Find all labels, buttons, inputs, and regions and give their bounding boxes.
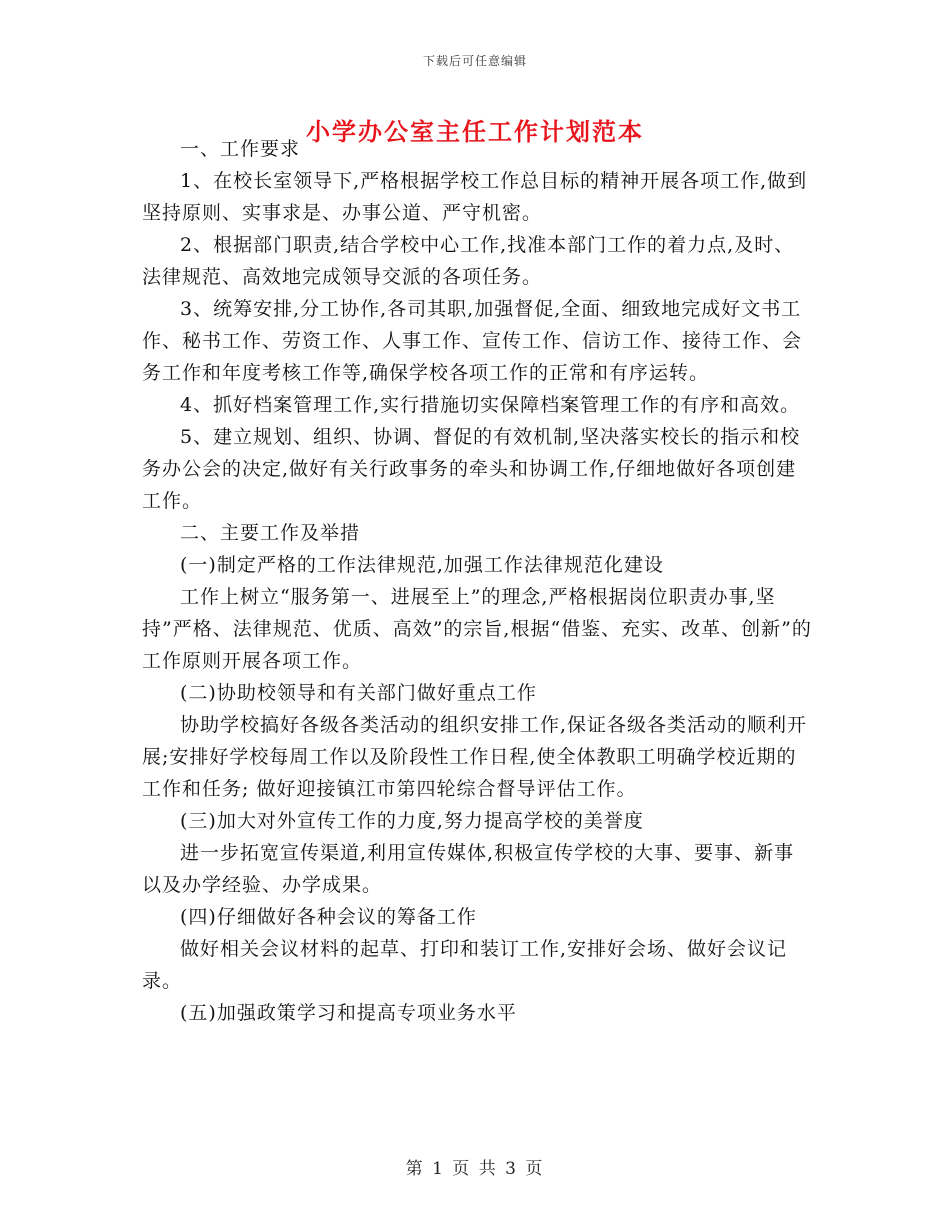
section-heading: 一、工作要求 [180,138,301,160]
subsection-heading: (一)制定严格的工作法律规范,加强工作法律规范化建设 [180,554,664,576]
paragraph: 做好相关会议材料的起草、打印和装订工作,安排好会场、做好会议记录。 [142,938,788,992]
paragraph: 3、统筹安排,分工协作,各司其职,加强督促,全面、细致地完成好文书工作、秘书工作、劳资工作、人事工作、宣传工作、信访工作、接待工作、会务工作和年度考核工作等,确保学校各项工作的正常和有序运转。 [142,298,803,384]
subsection-heading: (二)协助校领导和有关部门做好重点工作 [180,682,537,704]
paragraph: 4、抓好档案管理工作,实行措施切实保障档案管理工作的有序和高效。 [180,394,801,416]
page-number-footer: 第 1 页 共 3 页 [405,1159,545,1179]
paragraph: 5、建立规划、组织、协调、督促的有效机制,坚决落实校长的指示和校务办公会的决定,做好有关行政事务的牵头和协调工作,仔细地做好各项创建工作。 [142,426,801,512]
header-note: 下载后可任意编辑 [422,54,527,68]
document-body [142,133,812,1029]
section-heading: 二、主要工作及举措 [180,522,361,544]
subsection-heading: (三)加大对外宣传工作的力度,努力提高学校的美誉度 [180,810,644,832]
paragraph: 2、根据部门职责,结合学校中心工作,找准本部门工作的着力点,及时、法律规范、高效地完成领导交派的各项任务。 [142,234,795,288]
paragraph: 工作上树立“服务第一、进展至上”的理念,严格根据岗位职责办事,坚持”严格、法律规范、优质、高效”的宗旨,根据“借鉴、充实、改革、创新”的工作原则开展各项工作。 [142,586,812,672]
paragraph: 进一步拓宽宣传渠道,利用宣传媒体,积极宣传学校的大事、要事、新事以及办学经验、办学成果。 [142,842,795,896]
subsection-heading: (五)加强政策学习和提高专项业务水平 [180,1002,517,1024]
subsection-heading: (四)仔细做好各种会议的筹备工作 [180,906,477,928]
paragraph: 协助学校搞好各级各类活动的组织安排工作,保证各级各类活动的顺利开展;安排好学校每周工作以及阶段性工作日程,使全体教职工明确学校近期的工作和任务; 做好迎接镇江市第四轮综合督导评估工作。 [142,714,808,800]
paragraph: 1、在校长室领导下,严格根据学校工作总目标的精神开展各项工作,做到坚持原则、实事求是、办事公道、严守机密。 [142,170,808,224]
document-title: 小学办公室主任工作计划范本 [306,117,644,146]
